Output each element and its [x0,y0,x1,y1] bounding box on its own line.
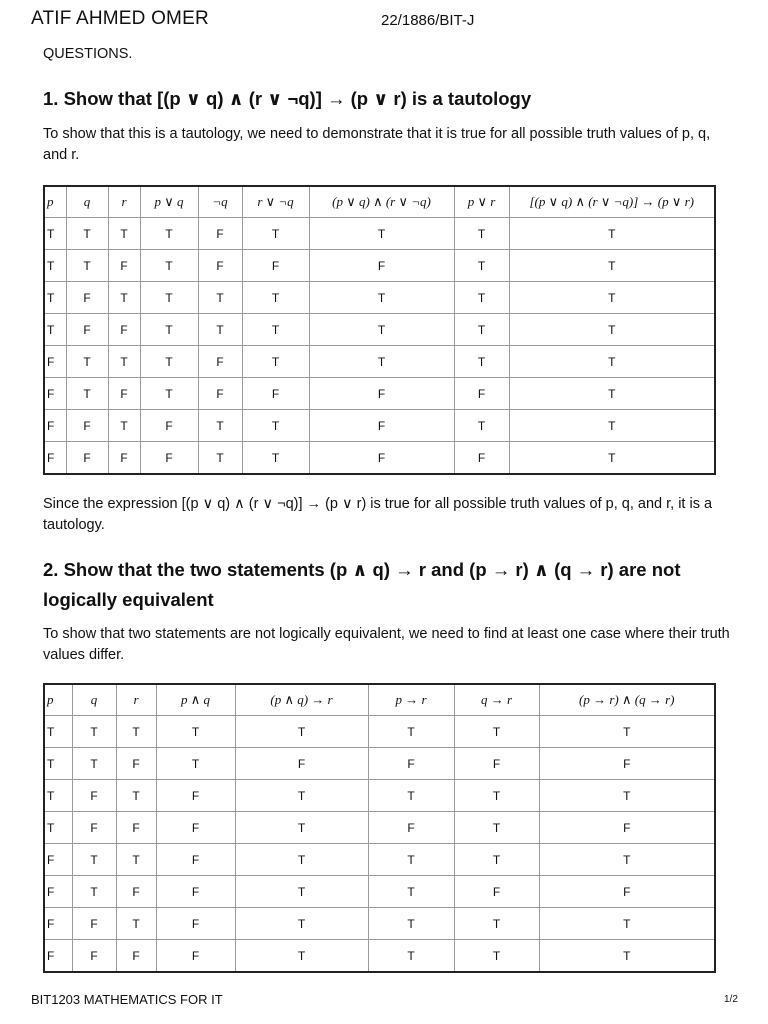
table-cell: T [72,748,116,780]
table-cell: T [454,812,539,844]
table-cell: T [198,314,242,346]
column-header: r ∨ ¬q [242,186,309,218]
table-cell: T [509,282,715,314]
table-cell: T [66,218,108,250]
table-cell: T [108,410,140,442]
column-header: q [72,684,116,716]
table-cell: T [454,780,539,812]
table-cell: T [44,748,72,780]
table-cell: T [44,282,66,314]
column-header: (p ∧ q) → r [235,684,368,716]
table-cell: F [156,876,235,908]
table-cell: F [156,844,235,876]
table-row [44,716,715,748]
question-1-title: 1. Show that [(p ∨ q) ∧ (r ∨ ¬q)] → (p ∨ r) is a tautology [43,88,532,109]
student-id: 22/1886/BIT-J [381,12,475,29]
table-cell: F [44,442,66,475]
table-cell: T [44,250,66,282]
table-cell: F [44,410,66,442]
table-cell: F [235,748,368,780]
table-cell: T [509,346,715,378]
table-cell: F [454,876,539,908]
column-header: ¬q [198,186,242,218]
table-cell: F [309,442,454,475]
table-row [44,844,715,876]
table-cell: T [198,410,242,442]
table-cell: F [309,378,454,410]
table-cell: T [509,314,715,346]
table-cell: F [454,442,509,475]
table-cell: T [116,780,156,812]
table-cell: F [539,748,715,780]
table-cell: T [454,716,539,748]
table-cell: T [454,250,509,282]
table-cell: T [454,218,509,250]
table-cell: T [368,716,454,748]
table-cell: T [454,346,509,378]
table-cell: T [242,410,309,442]
column-header: r [116,684,156,716]
truth-table-2 [43,683,716,973]
table-cell: F [156,780,235,812]
table-cell: F [156,908,235,940]
table-cell: T [242,218,309,250]
column-header: r [108,186,140,218]
table-cell: F [116,812,156,844]
table-cell: T [140,346,198,378]
table-cell: T [509,410,715,442]
column-header: (p ∨ q) ∧ (r ∨ ¬q) [309,186,454,218]
table-cell: T [44,314,66,346]
column-header: p ∧ q [156,684,235,716]
column-header: p ∨ q [140,186,198,218]
table-cell: F [198,378,242,410]
column-header: p [44,186,66,218]
table-cell: T [72,716,116,748]
table-cell: T [539,716,715,748]
table-cell: T [108,346,140,378]
table-cell: T [368,908,454,940]
table-cell: T [454,844,539,876]
table-cell: T [198,442,242,475]
table-cell: F [108,250,140,282]
table-cell: T [44,218,66,250]
table-cell: F [44,940,72,973]
table-cell: T [454,282,509,314]
column-header: (p → r) ∧ (q → r) [539,684,715,716]
table-cell: T [156,748,235,780]
table-row [44,410,715,442]
table-row [44,780,715,812]
table-cell: T [235,844,368,876]
table-cell: T [454,410,509,442]
table-cell: F [108,314,140,346]
question-2-title: 2. Show that the two statements (p ∧ q) → r and (p → r) ∧ (q → r) are not logically equivalent [43,559,681,610]
table-cell: F [44,844,72,876]
table-cell: T [509,250,715,282]
table-cell: T [242,314,309,346]
column-header: q → r [454,684,539,716]
table-cell: F [539,812,715,844]
table-cell: T [116,844,156,876]
truth-table-1 [43,185,716,475]
table-cell: T [309,346,454,378]
column-header: p → r [368,684,454,716]
table-cell: T [539,908,715,940]
table-cell: F [66,410,108,442]
table-row [44,346,715,378]
questions-label: QUESTIONS. [43,46,133,62]
table-cell: F [309,410,454,442]
table-row [44,442,715,475]
table-cell: T [66,346,108,378]
table-cell: T [140,282,198,314]
table-cell: F [108,442,140,475]
table-cell: T [309,314,454,346]
table-cell: T [509,378,715,410]
table-cell: F [116,940,156,973]
table-cell: T [44,716,72,748]
table-row [44,748,715,780]
table-cell: T [108,282,140,314]
table-cell: F [454,748,539,780]
table-cell: T [235,876,368,908]
table-cell: T [242,442,309,475]
table-cell: F [44,876,72,908]
author-name: ATIF AHMED OMER [31,8,209,29]
table-cell: T [509,218,715,250]
table-cell: T [198,282,242,314]
table-cell: T [156,716,235,748]
table-cell: T [116,716,156,748]
table-cell: F [72,908,116,940]
table-cell: F [454,378,509,410]
table-row [44,876,715,908]
table-cell: T [66,378,108,410]
table-row [44,940,715,973]
table-cell: T [44,812,72,844]
table-cell: T [539,844,715,876]
table-cell: F [72,812,116,844]
table-cell: T [72,844,116,876]
table-row [44,250,715,282]
table-cell: T [242,282,309,314]
table-cell: T [368,780,454,812]
table-cell: T [66,250,108,282]
table-cell: F [116,748,156,780]
table-cell: T [108,218,140,250]
table-cell: F [72,940,116,973]
column-header: p ∨ r [454,186,509,218]
table-cell: F [44,378,66,410]
table-cell: T [368,876,454,908]
question-1-intro: To show that this is a tautology, we need to demonstrate that it is true for all possible truth values of p, q, and r. [43,126,711,163]
table-cell: T [140,378,198,410]
table-cell: T [116,908,156,940]
table-cell: F [539,876,715,908]
table-cell: F [44,346,66,378]
table-cell: F [198,346,242,378]
table-row [44,314,715,346]
table-row [44,378,715,410]
table-cell: T [539,940,715,973]
table-cell: T [140,218,198,250]
table-cell: T [140,314,198,346]
table-cell: T [140,250,198,282]
table-cell: T [235,940,368,973]
table-cell: F [368,812,454,844]
page-number: 1/2 [724,994,738,1005]
table-cell: T [454,908,539,940]
table-cell: F [116,876,156,908]
table-cell: F [309,250,454,282]
question-1-conclusion: Since the expression [(p ∨ q) ∧ (r ∨ ¬q)] → (p ∨ r) is true for all possible truth values of p, q, and r, it is a tautology. [43,496,713,533]
table-cell: F [66,282,108,314]
table-cell: F [242,250,309,282]
table-cell: F [156,940,235,973]
table-cell: T [454,314,509,346]
table-cell: T [454,940,539,973]
table-cell: F [66,314,108,346]
table-cell: F [198,250,242,282]
table-cell: T [235,908,368,940]
table-cell: T [44,780,72,812]
table-cell: T [235,716,368,748]
table-cell: T [235,780,368,812]
table-row [44,812,715,844]
table-cell: F [140,442,198,475]
table-cell: F [72,780,116,812]
table-cell: F [242,378,309,410]
table-cell: T [368,940,454,973]
table-row [44,218,715,250]
course-footer: BIT1203 MATHEMATICS FOR IT [31,992,223,1007]
table-cell: F [140,410,198,442]
column-header: p [44,684,72,716]
table-row [44,282,715,314]
question-2-intro: To show that two statements are not logically equivalent, we need to find at least one case where their truth values differ. [43,626,730,663]
table-cell: T [309,218,454,250]
table-cell: T [509,442,715,475]
table-cell: F [156,812,235,844]
column-header: q [66,186,108,218]
table-cell: T [539,780,715,812]
table-cell: F [44,908,72,940]
table-cell: F [66,442,108,475]
column-header: [(p ∨ q) ∧ (r ∨ ¬q)] → (p ∨ r) [509,186,715,218]
table-cell: F [368,748,454,780]
table-cell: T [235,812,368,844]
table-cell: F [108,378,140,410]
table-row [44,908,715,940]
table-cell: T [72,876,116,908]
table-cell: T [368,844,454,876]
table-cell: F [198,218,242,250]
table-cell: T [242,346,309,378]
table-cell: T [309,282,454,314]
